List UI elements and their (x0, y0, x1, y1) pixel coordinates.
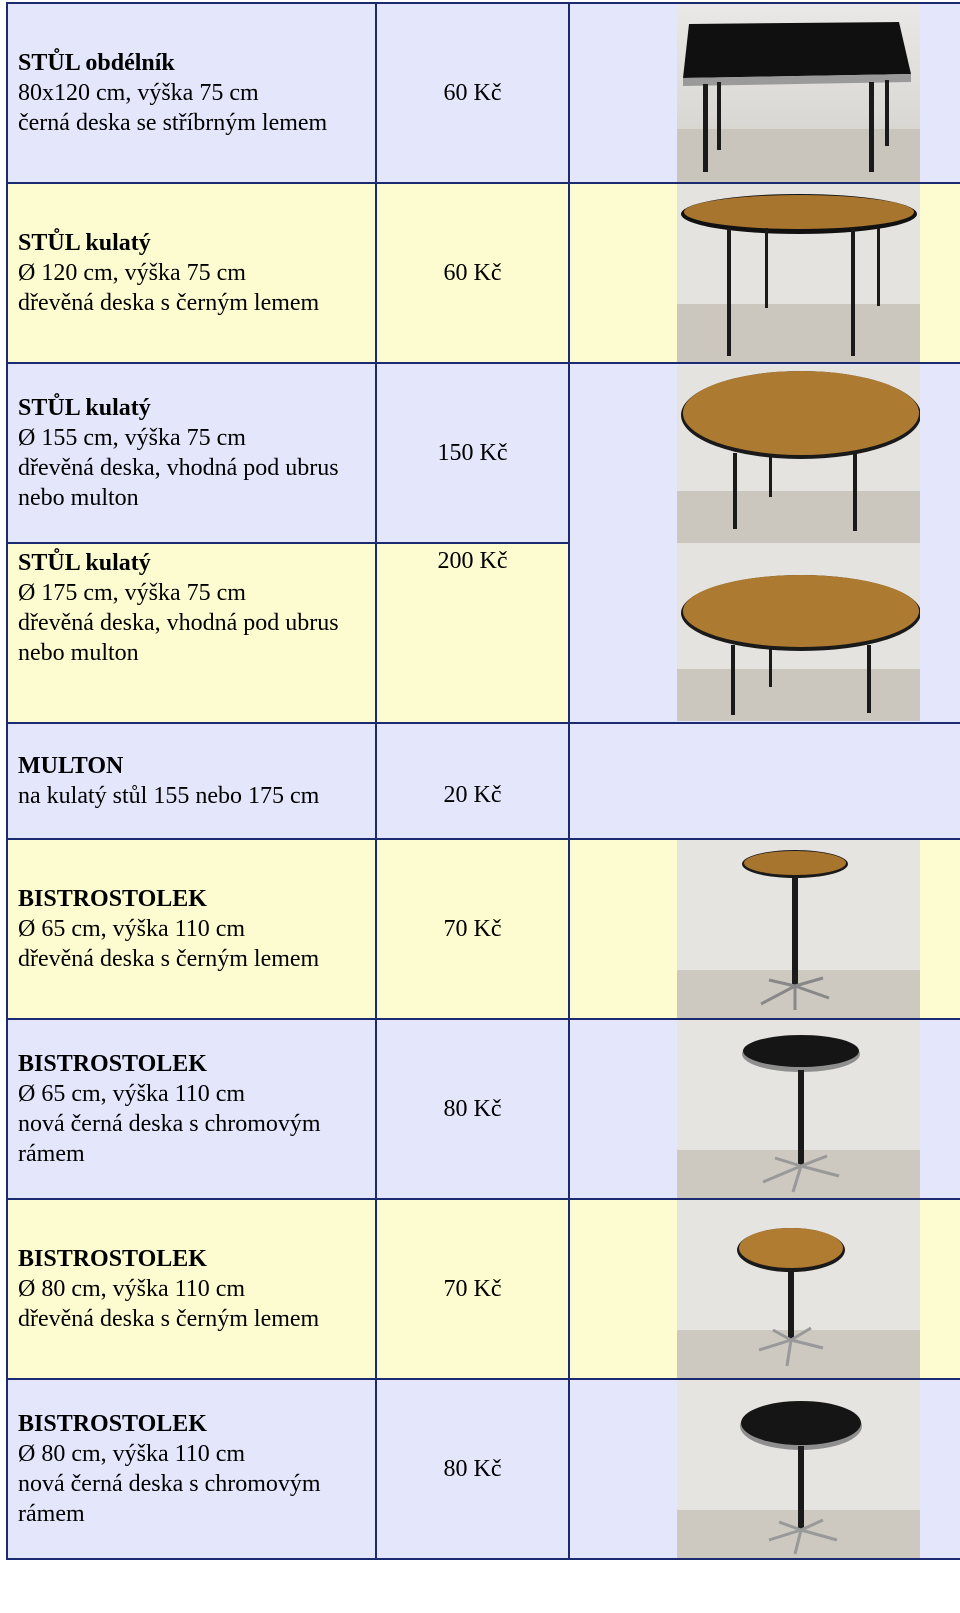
table-row (7, 1379, 960, 1559)
price-table (6, 2, 960, 1560)
description-cell (7, 183, 376, 363)
price-cell (376, 183, 569, 363)
product-detail: na kulatý stůl 155 nebo 175 cm (18, 783, 320, 809)
product-detail: nová černá deska s chromovým (18, 1471, 321, 1497)
description-cell (7, 1019, 376, 1199)
image-cell (569, 183, 960, 363)
product-description (18, 751, 365, 811)
price: 70 Kč (443, 915, 502, 942)
product-detail: černá deska se stříbrným lemem (18, 110, 328, 136)
table-row (7, 183, 960, 363)
product-detail: dřevěná deska, vhodná pod ubrus (18, 455, 339, 481)
product-description (18, 548, 365, 668)
product-description (18, 1409, 365, 1529)
product-name: BISTROSTOLEK (18, 1051, 207, 1077)
product-name: BISTROSTOLEK (18, 1411, 207, 1437)
description-cell (7, 1379, 376, 1559)
product-name: MULTON (18, 753, 124, 779)
product-name: STŮL kulatý (18, 550, 151, 576)
product-detail: dřevěná deska, vhodná pod ubrus (18, 610, 339, 636)
price: 60 Kč (443, 259, 502, 286)
product-name: BISTROSTOLEK (18, 1246, 207, 1272)
product-detail: nová černá deska s chromovým (18, 1111, 321, 1137)
round-wood-table-175-photo (677, 543, 920, 721)
price: 200 Kč (437, 548, 508, 574)
price-cell (376, 723, 569, 839)
product-description (18, 884, 365, 974)
table-row (7, 839, 960, 1019)
product-detail: dřevěná deska s černým lemem (18, 1306, 320, 1332)
table-row (7, 723, 960, 839)
product-description (18, 1049, 365, 1169)
description-cell (7, 363, 376, 543)
product-detail: Ø 80 cm, výška 110 cm (18, 1276, 246, 1302)
table-row (7, 3, 960, 183)
product-detail: Ø 65 cm, výška 110 cm (18, 1081, 246, 1107)
round-wood-table-155-photo (677, 365, 920, 543)
price: 70 Kč (443, 1275, 502, 1302)
image-cell (569, 1379, 960, 1559)
table-row (7, 363, 960, 543)
description-cell (7, 1199, 376, 1379)
price: 80 Kč (443, 1455, 502, 1482)
price: 60 Kč (443, 79, 502, 106)
table-row (7, 1199, 960, 1379)
product-detail: rámem (18, 1501, 85, 1527)
product-detail: 80x120 cm, výška 75 cm (18, 80, 259, 106)
bistro-table-wood-80-photo (677, 1200, 920, 1378)
image-cell-empty (569, 723, 960, 839)
product-description (18, 1244, 365, 1334)
image-cell (569, 839, 960, 1019)
bistro-table-black-65-photo (677, 1020, 920, 1198)
product-description (18, 48, 365, 138)
round-wood-table-120-photo (677, 184, 920, 362)
price: 80 Kč (443, 1095, 502, 1122)
price-cell (376, 3, 569, 183)
price-cell (376, 1379, 569, 1559)
table-row (7, 1019, 960, 1199)
product-detail: nebo multon (18, 485, 139, 511)
image-cell (569, 1019, 960, 1199)
product-detail: dřevěná deska s černým lemem (18, 946, 320, 972)
image-cell (569, 1199, 960, 1379)
product-name: STŮL kulatý (18, 395, 151, 421)
product-name: BISTROSTOLEK (18, 886, 207, 912)
product-detail: nebo multon (18, 640, 139, 666)
product-detail: Ø 175 cm, výška 75 cm (18, 580, 246, 606)
product-detail: rámem (18, 1141, 85, 1167)
product-description (18, 228, 365, 318)
description-cell (7, 543, 376, 723)
price: 20 Kč (443, 781, 502, 808)
product-detail: Ø 120 cm, výška 75 cm (18, 260, 246, 286)
bistro-table-black-80-photo (677, 1380, 920, 1558)
image-cell (569, 3, 960, 183)
price: 150 Kč (437, 439, 508, 466)
description-cell (7, 723, 376, 839)
product-name: STŮL kulatý (18, 230, 151, 256)
rectangular-black-table-photo (677, 4, 920, 182)
product-detail: Ø 80 cm, výška 110 cm (18, 1441, 246, 1467)
image-cell (569, 363, 960, 723)
bistro-table-wood-65-photo (677, 840, 920, 1018)
product-name: STŮL obdélník (18, 50, 175, 76)
price-cell (376, 839, 569, 1019)
price-cell (376, 543, 569, 723)
product-detail: dřevěná deska s černým lemem (18, 290, 320, 316)
product-detail: Ø 155 cm, výška 75 cm (18, 425, 246, 451)
product-description (18, 393, 365, 513)
price-cell (376, 1019, 569, 1199)
price-cell (376, 1199, 569, 1379)
price-cell (376, 363, 569, 543)
description-cell (7, 3, 376, 183)
product-detail: Ø 65 cm, výška 110 cm (18, 916, 246, 942)
description-cell (7, 839, 376, 1019)
